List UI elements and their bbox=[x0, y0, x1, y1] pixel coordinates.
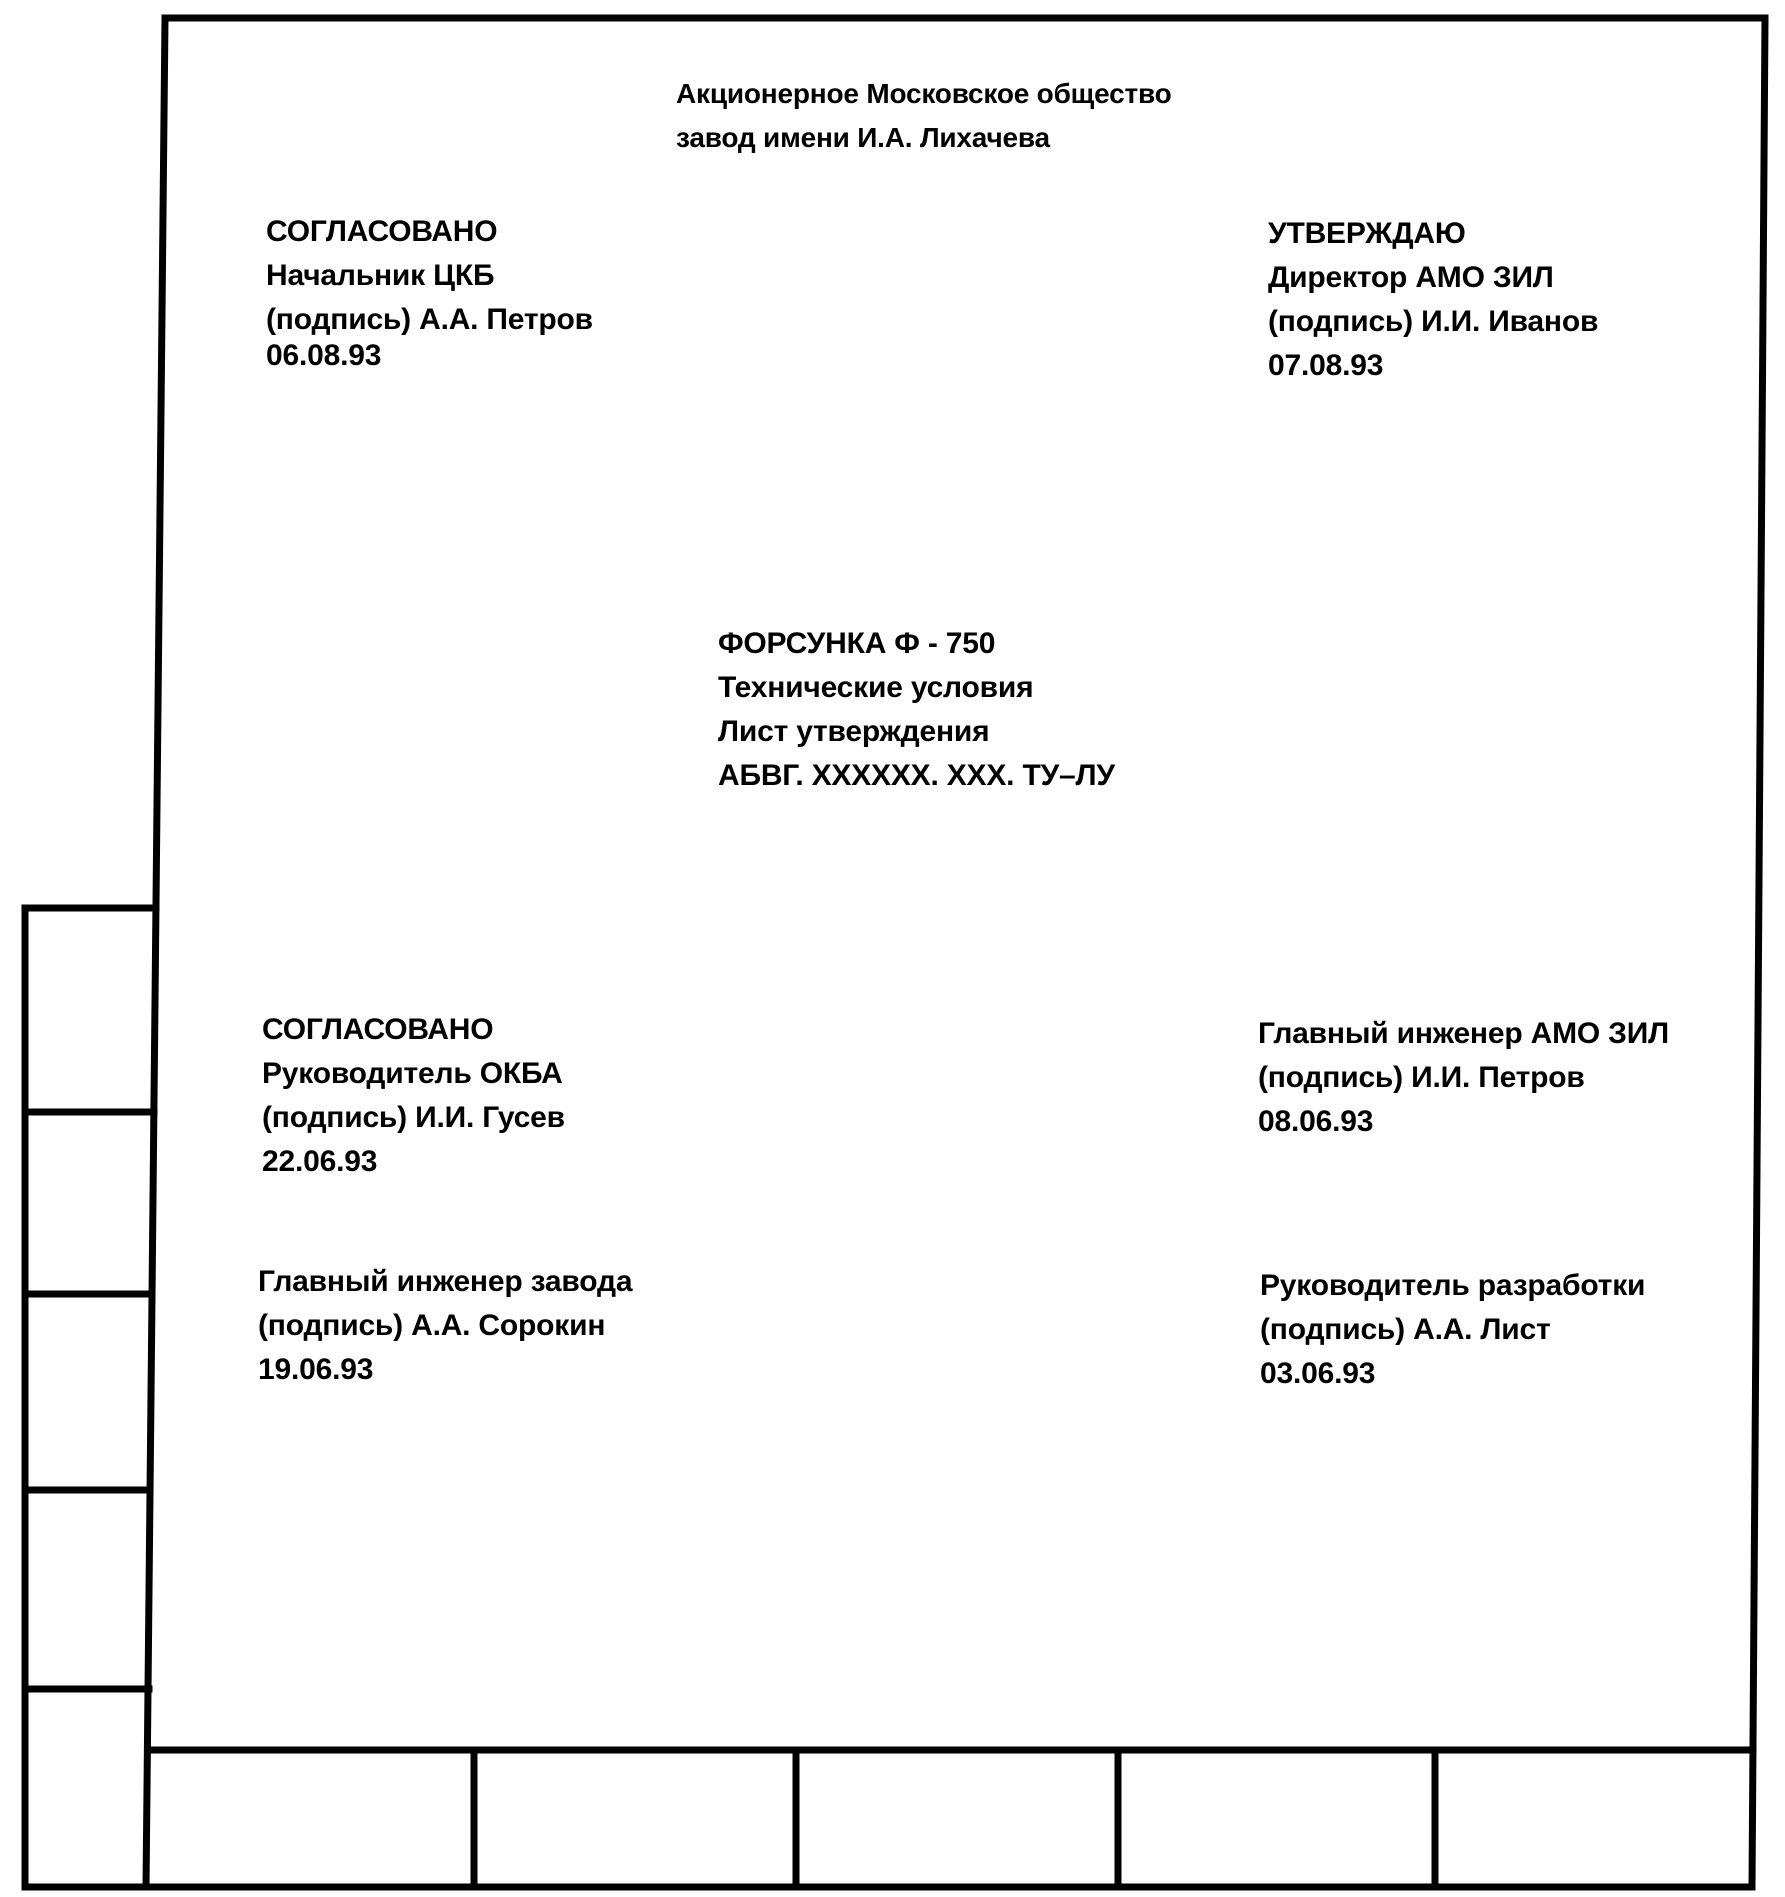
frame-right-line bbox=[1752, 18, 1765, 1887]
signer-signature: (подпись) А.А. Лист bbox=[1260, 1313, 1551, 1346]
agreed-signature: (подпись) И.И. Гусев bbox=[262, 1101, 565, 1134]
sheet-name: Лист утверждения bbox=[718, 715, 990, 748]
organization-header bbox=[676, 72, 1172, 160]
organization-name-line1: Акционерное Московское общество bbox=[676, 78, 1172, 109]
document-title-block bbox=[718, 622, 1115, 798]
signer-position: Главный инженер АМО ЗИЛ bbox=[1258, 1017, 1669, 1050]
frame-left-line bbox=[146, 18, 165, 1887]
approval-block-right bbox=[1268, 212, 1598, 388]
dev-lead-block bbox=[1260, 1264, 1645, 1396]
chief-engineer-amo-block bbox=[1258, 1012, 1669, 1144]
signer-date: 03.06.93 bbox=[1260, 1357, 1376, 1390]
approval-heading: УТВЕРЖДАЮ bbox=[1268, 217, 1466, 250]
agreed-position: Руководитель ОКБА bbox=[262, 1057, 563, 1090]
document-type: Технические условия bbox=[718, 671, 1034, 704]
approval-position: Начальник ЦКБ bbox=[266, 259, 495, 292]
approval-signature: (подпись) И.И. Иванов bbox=[1268, 305, 1599, 338]
approval-block-left bbox=[266, 210, 593, 378]
chief-engineer-plant-block bbox=[258, 1260, 632, 1392]
document-designation: АБВГ. XXXXXX. XXX. ТУ–ЛУ bbox=[718, 759, 1115, 792]
product-name: ФОРСУНКА Ф - 750 bbox=[718, 627, 996, 660]
approval-signature: (подпись) А.А. Петров bbox=[266, 303, 593, 336]
agreed-block-left bbox=[262, 1008, 565, 1184]
signer-date: 19.06.93 bbox=[258, 1353, 374, 1386]
approval-heading: СОГЛАСОВАНО bbox=[266, 215, 498, 248]
approval-date: 06.08.93 bbox=[266, 339, 382, 372]
agreed-date: 22.06.93 bbox=[262, 1145, 378, 1178]
organization-name-line2: завод имени И.А. Лихачева bbox=[676, 122, 1050, 153]
agreed-heading: СОГЛАСОВАНО bbox=[262, 1013, 494, 1046]
signer-position: Руководитель разработки bbox=[1260, 1269, 1646, 1302]
signer-date: 08.06.93 bbox=[1258, 1105, 1374, 1138]
signer-signature: (подпись) И.И. Петров bbox=[1258, 1061, 1585, 1094]
signer-signature: (подпись) А.А. Сорокин bbox=[258, 1309, 606, 1342]
approval-date: 07.08.93 bbox=[1268, 349, 1384, 382]
signer-position: Главный инженер завода bbox=[258, 1265, 633, 1298]
approval-position: Директор АМО ЗИЛ bbox=[1268, 261, 1554, 294]
